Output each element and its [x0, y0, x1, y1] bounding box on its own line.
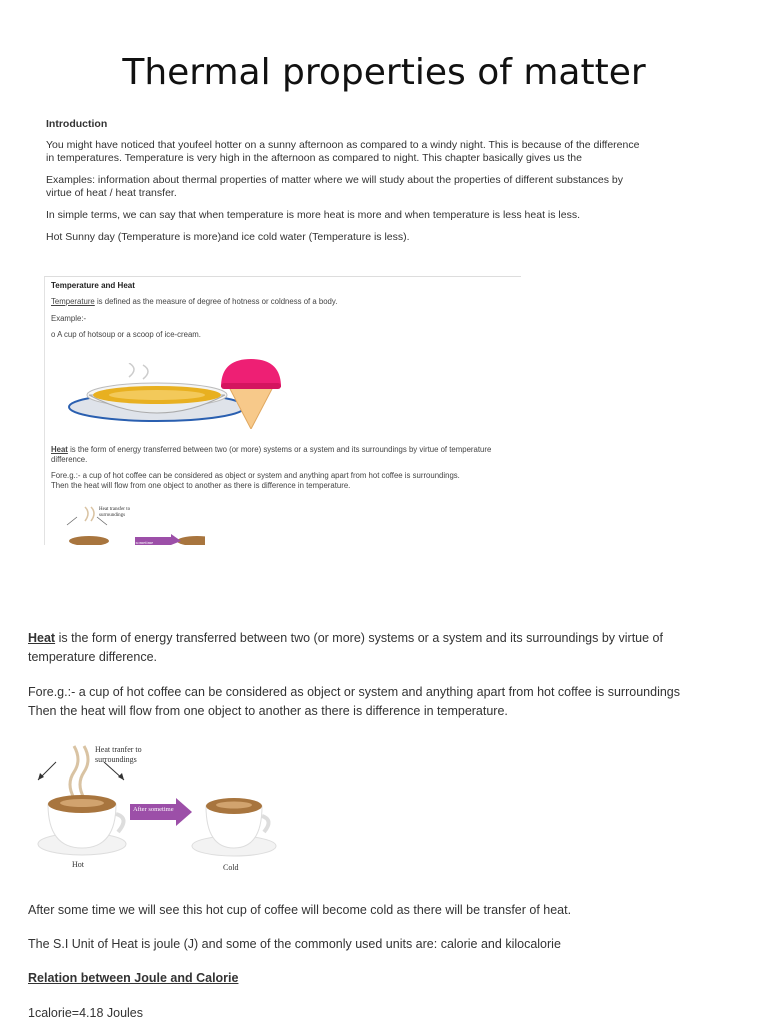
relation-heading-text: Relation between Joule and Calorie — [28, 971, 239, 985]
heat-definition-text: is the form of energy transferred between two (or more) systems or a system and its surroundings by virtue of temperature difference. — [28, 631, 663, 664]
temperature-term: Temperature — [51, 297, 95, 306]
card-heat-definition-text: is the form of energy transferred between two (or more) systems or a system and its surroundings by virtue of temperature difference. — [51, 445, 492, 464]
heat-term: Heat — [28, 631, 56, 645]
card-example-line-1: Fore.g.:- a cup of hot coffee can be considered as object or system and anything apart from hot coffee is surroundings. — [51, 471, 460, 480]
after-some-time-text: After some time we will see this hot cup of coffee will become cold as there will be transfer of heat. — [28, 903, 572, 917]
intro-paragraph-4: Hot Sunny day (Temperature is more)and ice cold water (Temperature is less). — [46, 231, 410, 243]
card-heading: Temperature and Heat — [51, 281, 135, 290]
card-heat-definition — [51, 445, 515, 464]
coffee-example — [28, 683, 728, 720]
ice-cream-illustration — [215, 357, 287, 429]
temperature-definition — [51, 297, 515, 307]
arrow-label: After sometime — [133, 806, 174, 813]
cold-label: Cold — [223, 863, 239, 872]
card-heat-term: Heat — [51, 445, 68, 454]
example-bullet: o A cup of hotsoup or a scoop of ice-cream. — [51, 330, 201, 339]
intro-paragraph-1: You might have noticed that youfeel hotter on a sunny afternoon as compared to a windy night. This is because of the difference in temperatures. Temperature is very high in the afternoon as compared to night. This chapter basically gives us the — [46, 139, 640, 164]
si-unit-text: The S.I Unit of Heat is joule (J) and some of the commonly used units are: calorie and kilocalorie — [28, 937, 561, 951]
card-example-text — [51, 471, 515, 490]
calorie-equation: 1calorie=4.18 Joules — [28, 1006, 144, 1020]
heat-transfer-label-line-1: Heat tranfer to — [95, 745, 142, 754]
example-label: Example:- — [51, 313, 87, 323]
intro-paragraph-3: In simple terms, we can say that when temperature is more heat is more and when temperature is less heat is less. — [46, 209, 580, 221]
introduction-section — [46, 118, 646, 253]
heat-definition — [28, 629, 728, 666]
hot-label: Hot — [72, 860, 84, 869]
heat-transfer-label — [95, 745, 142, 765]
relation-heading — [28, 969, 728, 988]
card-example-line-2: Then the heat will flow from one object to another as there is difference in temperature. — [51, 480, 351, 490]
intro-paragraph-2: Examples: information about thermal properties of matter where we will study about the properties of different substances by virtue of heat / heat transfer. — [46, 174, 624, 199]
coffee-example-line-2: Then the heat will flow from one object to another as there is difference in temperature. — [28, 703, 508, 718]
mini-arrow-label: After sometime — [125, 540, 154, 545]
page-title: Thermal properties of matter — [122, 52, 646, 93]
introduction-heading: Introduction — [46, 118, 108, 130]
heat-transfer-label-line-2: surroundings — [95, 755, 137, 764]
coffee-example-line-1: Fore.g.:- a cup of hot coffee can be considered as object or system and anything apart from hot coffee is surroundings — [28, 685, 680, 699]
mini-heat-label: Heat transfer to surroundings — [99, 507, 131, 518]
temperature-heat-card — [44, 276, 521, 545]
temperature-definition-text: is defined as the measure of degree of hotness or coldness of a body. — [94, 297, 338, 306]
